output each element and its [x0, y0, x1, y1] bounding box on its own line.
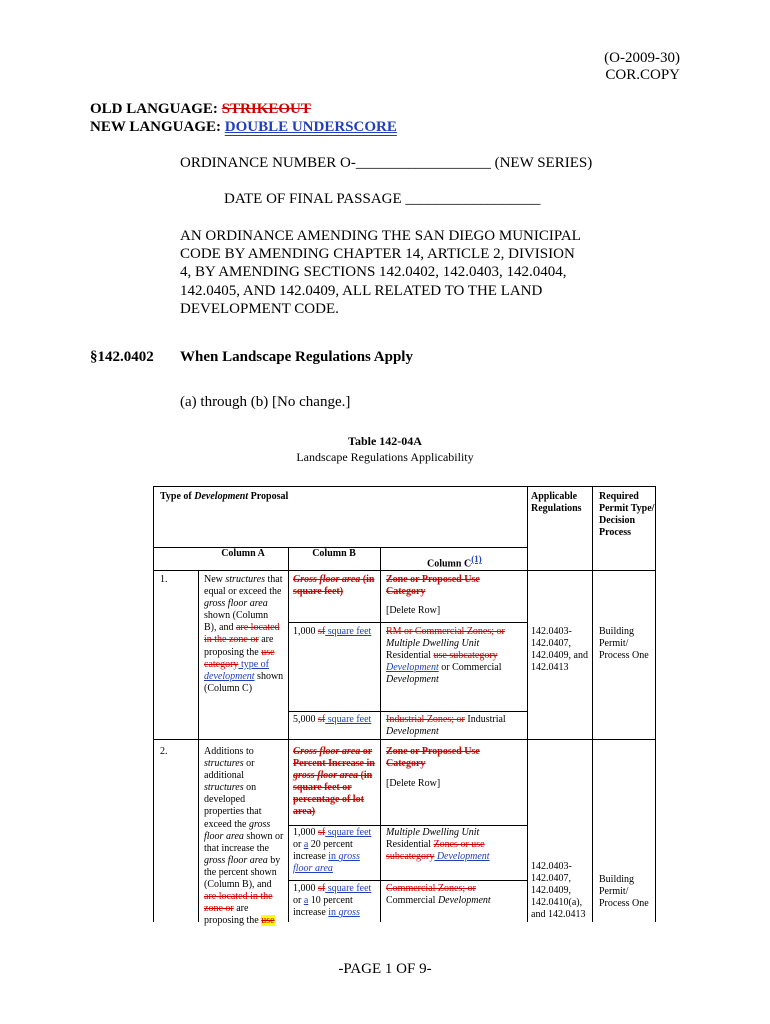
- row-1-threshold-2: 5,000 sf square feet: [293, 714, 372, 725]
- old-language-label: OLD LANGUAGE:: [90, 101, 218, 117]
- footnote-ref[interactable]: (1): [471, 554, 482, 564]
- title-line: DEVELOPMENT CODE.: [180, 300, 339, 317]
- row-1-col-a: New structures that equal or exceed the gross floor area shown (Column B), and are located in the zone or are proposing the use category type of development shown (Column C): [204, 574, 284, 694]
- legend-old: [90, 101, 311, 118]
- row-2-zone-1: Multiple Dwelling Unit Residential Zones or use subcategory Development: [386, 827, 490, 863]
- row-1-col-b-header: Gross floor area (in square feet): [293, 574, 375, 598]
- row-2-permit: Building Permit/ Process One: [599, 874, 649, 910]
- row-1-regulations: 142.0403- 142.0407, 142.0409, and 142.0413: [531, 626, 588, 674]
- final-passage-date: DATE OF FINAL PASSAGE __________________: [224, 191, 541, 207]
- col-permit-header: Required Permit Type/ Decision Process: [599, 491, 655, 538]
- ordinance-number: ORDINANCE NUMBER O-__________________ (NEW SERIES): [180, 155, 593, 171]
- delete-row-note: [Delete Row]: [386, 605, 441, 616]
- delete-row-note: [Delete Row]: [386, 778, 441, 789]
- title-line: 4, BY AMENDING SECTIONS 142.0402, 142.0403, 142.0404,: [180, 264, 567, 281]
- row-2-threshold-2: 1,000 sf square feet or a 10 percent increase in gross: [293, 883, 372, 919]
- row-1-number: 1.: [160, 574, 168, 585]
- row-2-threshold-1: 1,000 sf square feet or a 20 percent increase in gross floor area: [293, 827, 372, 875]
- section-body: (a) through (b) [No change.]: [180, 394, 351, 410]
- table-title: Table 142-04A: [348, 434, 422, 448]
- row-2-col-a: Additions to structures or additional structures on developed properties that exceed the gross floor area shown or that increase the gross floor area by the percent shown (Column B), and are located in the zone or are proposing the use: [204, 746, 284, 927]
- row-2-regulations: 142.0403- 142.0407, 142.0409, 142.0410(a), and 142.0413: [531, 861, 586, 921]
- title-line: 142.0405, AND 142.0409, ALL RELATED TO THE LAND: [180, 282, 543, 299]
- document-id: (O-2009-30): [604, 50, 680, 66]
- strikeout-sample: STRIKEOUT: [221, 101, 311, 117]
- col-b-header: Column B: [312, 548, 356, 559]
- title-line: AN ORDINANCE AMENDING THE SAN DIEGO MUNICIPAL: [180, 228, 581, 244]
- section-number: §142.0402: [90, 349, 154, 365]
- row-2-number: 2.: [160, 746, 168, 757]
- legend-new: [90, 119, 397, 136]
- page-number: -PAGE 1 OF 9-: [338, 961, 432, 977]
- row-2-col-b-header: Gross floor area or Percent Increase in gross floor area (in square feet or percentage of lot area): [293, 746, 375, 818]
- double-underscore-sample: DOUBLE UNDERSCORE: [224, 119, 397, 135]
- section-heading: When Landscape Regulations Apply: [180, 349, 413, 365]
- col-a-header: Column A: [221, 548, 265, 559]
- row-2-zone-2: Commercial Zones; or Commercial Development: [386, 883, 491, 907]
- title-line: CODE BY AMENDING CHAPTER 14, ARTICLE 2, DIVISION: [180, 246, 575, 263]
- row-1-threshold-1: 1,000 sf square feet: [293, 626, 372, 637]
- col-regs-header: Applicable Regulations: [531, 491, 582, 514]
- ordinance-title: [180, 227, 581, 318]
- table-subtitle: Landscape Regulations Applicability: [296, 450, 474, 464]
- col-type-header: Type of Development Proposal: [160, 491, 289, 502]
- row-1-zone-2: Industrial Zones; or Industrial Development: [386, 714, 506, 738]
- new-language-label: NEW LANGUAGE:: [90, 119, 221, 135]
- col-c-header: Column $C^{(1)}$: [427, 554, 482, 570]
- row-1-zone-1: RM or Commercial Zones; or Multiple Dwelling Unit Residential use subcategory Development or Commercial Development: [386, 626, 505, 686]
- row-1-col-c-header: Zone or Proposed Use Category: [386, 574, 480, 598]
- row-2-col-c-header: Zone or Proposed Use Category: [386, 746, 480, 770]
- row-1-permit: Building Permit/ Process One: [599, 626, 649, 662]
- copy-label: COR.COPY: [605, 67, 680, 83]
